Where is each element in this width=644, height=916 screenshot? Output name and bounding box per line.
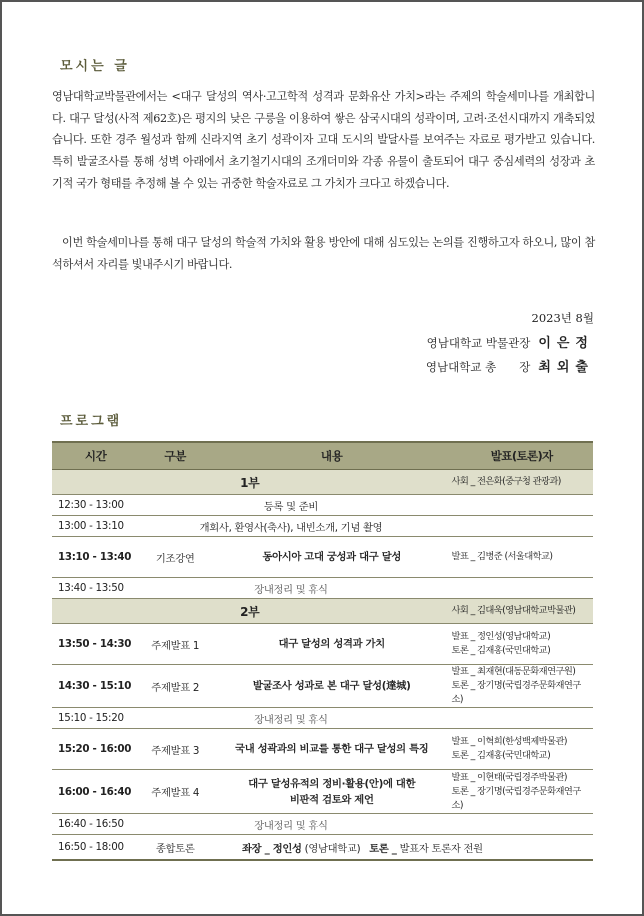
row-category: 주제발표 2 — [134, 665, 216, 708]
row-time: 13:40 - 13:50 — [52, 578, 134, 599]
row-time: 12:30 - 13:00 — [52, 495, 134, 516]
row-content: 등록 및 준비 — [134, 495, 447, 516]
discussant: 토론 _ 김재홍(국민대학교) — [451, 645, 551, 656]
table-row — [52, 537, 593, 578]
panel-members: 발표자 토론자 전원 — [399, 842, 483, 855]
table-row — [52, 835, 593, 861]
program-table — [52, 441, 593, 861]
panel-label: 토론 _ — [369, 842, 397, 855]
signature-director-name: 이은정 — [538, 336, 594, 351]
table-row — [52, 516, 593, 537]
table-row — [52, 624, 593, 665]
page-border-top — [0, 0, 644, 2]
signature-director-title: 영남대학교 박물관장 — [426, 336, 531, 350]
row-speaker — [447, 729, 593, 770]
row-time: 13:50 - 14:30 — [52, 624, 134, 665]
header-content: 내용 — [216, 442, 447, 470]
invitation-heading: 모시는 글 — [60, 59, 130, 74]
chair: 좌장 _ 정인성 — [241, 842, 302, 855]
row-speaker — [447, 578, 593, 599]
row-speaker — [447, 624, 593, 665]
presenter: 발표 _ 최재현(대동문화재연구원) — [451, 666, 576, 677]
row-time: 15:20 - 16:00 — [52, 729, 134, 770]
table-row — [52, 814, 593, 835]
header-category: 구분 — [134, 442, 216, 470]
row-category: 종합토론 — [134, 835, 216, 861]
row-time: 15:10 - 15:20 — [52, 708, 134, 729]
row-speaker — [447, 665, 593, 708]
row-content: 개회사, 환영사(축사), 내빈소개, 기념 촬영 — [134, 516, 447, 537]
table-row — [52, 665, 593, 708]
row-time: 13:00 - 13:10 — [52, 516, 134, 537]
discussant: 토론 _ 장기명(국립경주문화재연구소) — [451, 680, 581, 705]
part-1-host: 사회 _ 전은화(중구청 관광과) — [447, 470, 593, 495]
table-row — [52, 708, 593, 729]
part-2-title: 2부 — [52, 599, 447, 624]
discussant: 토론 _ 장기명(국립경주문화재연구소) — [451, 785, 581, 811]
row-speaker — [447, 495, 593, 516]
presenter: 발표 _ 이현태(국립경주박물관) — [451, 771, 567, 783]
row-content: 장내정리 및 휴식 — [134, 814, 447, 835]
row-content — [216, 835, 593, 861]
row-speaker: 발표 _ 김병준 (서울대학교) — [447, 537, 593, 578]
row-content-line-1: 대구 달성유적의 정비·활용(안)에 대한 — [248, 777, 416, 790]
row-content — [216, 770, 447, 814]
invitation-paragraph-2: 이번 학술세미나를 통해 대구 달성의 학술적 가치와 활용 방안에 대해 심도있는 논의를 진행하고자 하오니, 많이 참석하셔서 자리를 빛내주시기 바랍니다. — [52, 236, 595, 271]
row-category: 주제발표 1 — [134, 624, 216, 665]
row-time: 16:00 - 16:40 — [52, 770, 134, 814]
part-2-row — [52, 599, 593, 624]
discussant: 토론 _ 김재홍(국민대학교) — [451, 750, 551, 761]
presenter: 발표 _ 정인성(영남대학교) — [451, 631, 551, 642]
row-content: 동아시아 고대 궁성과 대구 달성 — [216, 537, 447, 578]
header-time: 시간 — [52, 442, 134, 470]
table-row — [52, 729, 593, 770]
row-speaker — [447, 516, 593, 537]
row-speaker — [447, 708, 593, 729]
chair-affiliation: (영남대학교) — [304, 842, 361, 855]
table-row — [52, 770, 593, 814]
part-1-title: 1부 — [52, 470, 447, 495]
row-content: 장내정리 및 휴식 — [134, 578, 447, 599]
row-content: 국내 성곽과의 비교를 통한 대구 달성의 특징 — [216, 729, 447, 770]
row-content: 장내정리 및 휴식 — [134, 708, 447, 729]
part-2-host: 사회 _ 김대욱(영남대학교박물관) — [447, 599, 593, 624]
program-heading: 프로그램 — [60, 414, 123, 429]
row-time: 13:10 - 13:40 — [52, 537, 134, 578]
row-time: 14:30 - 15:10 — [52, 665, 134, 708]
signature-president — [426, 356, 594, 375]
signature-president-name: 최외출 — [538, 360, 594, 375]
page-border-left — [0, 0, 2, 916]
row-category: 주제발표 3 — [134, 729, 216, 770]
signature-director — [427, 332, 594, 351]
row-time: 16:50 - 18:00 — [52, 835, 134, 861]
row-speaker — [447, 770, 593, 814]
row-speaker — [447, 814, 593, 835]
part-1-row — [52, 470, 593, 495]
invitation-paragraph-1: 영남대학교박물관에서는 <대구 달성의 역사·고고학적 성격과 문화유산 가치>라는 주제의 학술세미나를 개최합니다. 대구 달성(사적 제62호)은 평지의 낮은 구릉을 이용하여 쌓은 삼국시대의 성곽이며, 고려·조선시대까지 개축되었습니다. 또한 경주 월성과 함께 신라지역 초기 성곽이자 고대 도시의 발달사를 보여주는 자료로 평가받고 있습니다. 특히 발굴조사를 통해 성벽 아래에서 초기철기시대의 조개더미와 각종 유물이 출토되어 대구 중심세력의 성장과 초기적 국가 형태를 추정해 볼 수 있는 귀중한 학술자료로 그 가치가 크다고 하겠습니다. — [52, 90, 595, 190]
row-content-line-2: 비판적 검토와 제언 — [289, 793, 374, 806]
invitation-date: 2023년 8월 — [531, 311, 594, 325]
row-category: 기조강연 — [134, 537, 216, 578]
program-table-header — [52, 442, 593, 470]
row-category: 주제발표 4 — [134, 770, 216, 814]
row-time: 16:40 - 16:50 — [52, 814, 134, 835]
signature-president-title: 영남대학교 총 장 — [425, 360, 531, 374]
header-speaker: 발표(토론)자 — [447, 442, 593, 470]
row-content: 발굴조사 성과로 본 대구 달성(達城) — [216, 665, 447, 708]
table-row — [52, 578, 593, 599]
table-row — [52, 495, 593, 516]
row-content: 대구 달성의 성격과 가치 — [216, 624, 447, 665]
presenter: 발표 _ 이혁희(한성백제박물관) — [451, 736, 567, 747]
